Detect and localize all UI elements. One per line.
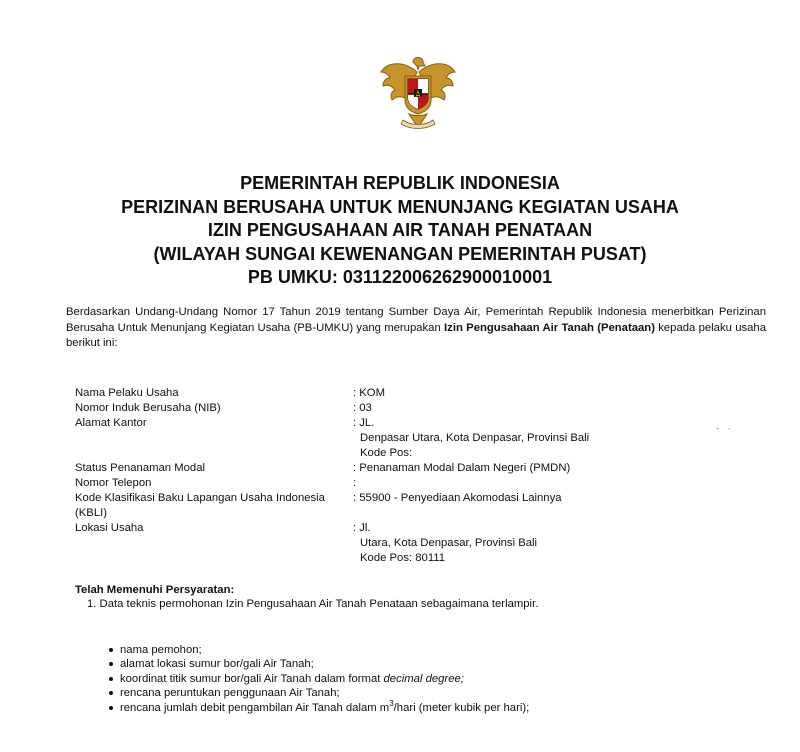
info-value: : 03 xyxy=(353,402,372,414)
intro-text-1: Berdasarkan Undang-Undang Nomor 17 Tahun 2019 tentang Sumber Daya Air, Pemerintah Republik Indonesia menerbitkan Perizinan Berusaha Untuk Menunjang Kegiatan Usaha (PB-UMKU) yang merupakan xyxy=(66,306,766,334)
list-item xyxy=(108,643,529,657)
list-item xyxy=(108,672,529,686)
info-row-lokasi-line2 xyxy=(75,536,635,551)
info-label: Nomor Induk Berusaha (NIB) xyxy=(75,402,221,414)
info-value: Denpasar Utara, Kota Denpasar, Provinsi Bali xyxy=(360,432,590,444)
requirement-bullet-list xyxy=(108,643,529,715)
info-value: Utara, Kota Denpasar, Provinsi Bali xyxy=(360,537,538,549)
business-info-table xyxy=(75,386,635,566)
info-label: Alamat Kantor xyxy=(75,417,147,429)
info-row-telepon xyxy=(75,476,635,491)
info-value: : Penanaman Modal Dalam Negeri (PMDN) xyxy=(353,462,571,474)
info-label: Nomor Telepon xyxy=(75,477,152,489)
info-row-alamat-line2 xyxy=(75,431,635,446)
info-row-kbli xyxy=(75,491,635,521)
bullet-text: rencana jumlah debit pengambilan Air Tanah dalam m xyxy=(120,701,390,714)
header-line-government: PEMERINTAH REPUBLIK INDONESIA xyxy=(240,173,560,193)
bullet-text: /hari (meter kubik per hari); xyxy=(393,701,530,714)
bullet-text: rencana peruntukan penggunaan Air Tanah; xyxy=(120,687,340,700)
info-value: : xyxy=(353,477,357,489)
bullet-text: koordinat titik sumur bor/gali Air Tanah dalam format xyxy=(120,672,384,685)
info-row-nama xyxy=(75,386,635,401)
info-value: Kode Pos: xyxy=(360,447,413,459)
info-label: Status Penanaman Modal xyxy=(75,462,205,474)
garuda-pancasila-emblem-icon xyxy=(373,54,463,134)
bullet-superscript: 3 xyxy=(389,698,394,708)
info-label: Lokasi Usaha xyxy=(75,522,144,534)
requirement-item-1: 1. Data teknis permohonan Izin Pengusahaan Air Tanah Penataan sebagaimana terlampir. xyxy=(87,598,539,610)
info-row-status xyxy=(75,461,635,476)
list-item xyxy=(108,698,530,715)
document-header xyxy=(0,172,800,290)
info-row-alamat xyxy=(75,416,635,431)
faint-mark: - · xyxy=(716,423,734,433)
info-row-lokasi xyxy=(75,521,635,536)
info-row-lokasi-line3 xyxy=(75,551,635,566)
list-item xyxy=(108,657,529,671)
header-line-pb-umku-number: PB UMKU: 031122006262900010001 xyxy=(247,267,553,287)
info-value: : Jl. xyxy=(353,522,371,534)
bullet-text-italic: decimal degree; xyxy=(383,672,464,685)
info-value: : KOM xyxy=(353,387,386,399)
intro-text-2: kepada pelaku usaha berikut ini: xyxy=(66,321,766,349)
intro-bold-permit: Izin Pengusahaan Air Tanah (Penataan) xyxy=(444,321,655,334)
bullet-text: alamat lokasi sumur bor/gali Air Tanah; xyxy=(120,658,314,671)
info-label: Nama Pelaku Usaha xyxy=(75,387,179,399)
info-label-kbli-abbr: (KBLI) xyxy=(75,507,108,519)
header-line-permit-type: IZIN PENGUSAHAAN AIR TANAH PENATAAN xyxy=(207,220,593,240)
info-row-alamat-line3 xyxy=(75,446,635,461)
list-item xyxy=(108,686,529,700)
info-label xyxy=(75,491,353,521)
info-row-nib xyxy=(75,401,635,416)
info-value: Kode Pos: 80111 xyxy=(360,552,446,564)
info-value: : 55900 - Penyediaan Akomodasi Lainnya xyxy=(353,492,562,504)
intro-paragraph xyxy=(66,305,766,352)
header-line-jurisdiction: (WILAYAH SUNGAI KEWENANGAN PEMERINTAH PUSAT) xyxy=(153,243,647,264)
info-label-kbli: Kode Klasifikasi Baku Lapangan Usaha Indonesia xyxy=(75,492,325,504)
bullet-text: nama pemohon; xyxy=(120,644,202,656)
requirements-title: Telah Memenuhi Persyaratan: xyxy=(75,584,235,596)
info-value: : JL. xyxy=(353,417,375,429)
header-line-permit-category: PERIZINAN BERUSAHA UNTUK MENUNJANG KEGIATAN USAHA xyxy=(121,196,679,217)
